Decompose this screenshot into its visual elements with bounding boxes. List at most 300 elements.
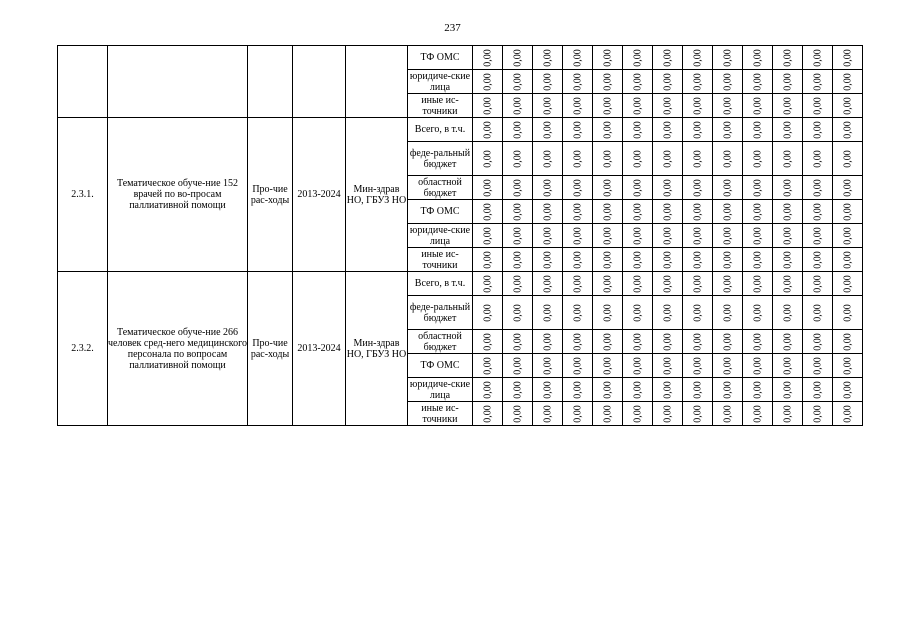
value-cell: [773, 118, 803, 142]
value-text: 0,00: [482, 178, 493, 197]
value-text: 0,00: [482, 120, 493, 139]
funding-source-cell: иные ис-точники: [408, 402, 473, 426]
value-text: 0,00: [812, 96, 823, 115]
value-text: 0,00: [602, 48, 613, 67]
value-text: 0,00: [692, 404, 703, 423]
value-cell: [713, 248, 743, 272]
value-text: 0,00: [632, 120, 643, 139]
value-cell: [563, 354, 593, 378]
value-cell: [683, 46, 713, 70]
value-cell: [833, 330, 863, 354]
value-cell: [533, 402, 563, 426]
value-text: 0,00: [602, 356, 613, 375]
value-text: 0,00: [722, 178, 733, 197]
value-cell: [593, 46, 623, 70]
value-cell: [563, 402, 593, 426]
value-cell: [623, 354, 653, 378]
value-cell: [773, 224, 803, 248]
value-cell: [833, 272, 863, 296]
value-text: 0,00: [542, 356, 553, 375]
value-text: 0,00: [782, 380, 793, 399]
value-cell: [533, 378, 563, 402]
value-text: 0,00: [512, 274, 523, 293]
value-text: 0,00: [482, 380, 493, 399]
value-cell: [563, 296, 593, 330]
value-cell: [593, 378, 623, 402]
table-row: [58, 118, 863, 142]
value-text: 0,00: [782, 202, 793, 221]
value-cell: [773, 248, 803, 272]
value-text: 0,00: [782, 332, 793, 351]
value-text: 0,00: [632, 96, 643, 115]
funding-source-cell: Всего, в т.ч.: [408, 272, 473, 296]
value-cell: [803, 402, 833, 426]
value-cell: [623, 142, 653, 176]
value-text: 0,00: [572, 149, 583, 168]
value-cell: [803, 200, 833, 224]
value-text: 0,00: [722, 274, 733, 293]
value-text: 0,00: [752, 72, 763, 91]
value-text: 0,00: [842, 303, 853, 322]
value-text: 0,00: [512, 226, 523, 245]
value-text: 0,00: [542, 202, 553, 221]
value-cell: [473, 296, 503, 330]
value-cell: [653, 402, 683, 426]
funding-source-cell: иные ис-точники: [408, 94, 473, 118]
value-cell: [503, 142, 533, 176]
value-cell: [503, 402, 533, 426]
value-cell: [563, 142, 593, 176]
value-cell: [803, 94, 833, 118]
number-cell: [58, 46, 108, 118]
value-cell: [503, 224, 533, 248]
page-number: 237: [444, 22, 461, 34]
value-cell: [563, 378, 593, 402]
value-cell: [803, 118, 833, 142]
value-text: 0,00: [542, 404, 553, 423]
value-text: 0,00: [482, 274, 493, 293]
value-text: 0,00: [542, 48, 553, 67]
value-text: 0,00: [542, 178, 553, 197]
value-cell: [593, 200, 623, 224]
value-text: 0,00: [752, 48, 763, 67]
value-text: 0,00: [542, 226, 553, 245]
value-cell: [533, 70, 563, 94]
item-name: Тематическое обуче-ние 266 человек сред-него медицинского персонала по вопросам паллиативной помощи: [108, 272, 248, 426]
value-text: 0,00: [722, 303, 733, 322]
funding-source-cell: Всего, в т.ч.: [408, 118, 473, 142]
value-cell: [533, 142, 563, 176]
value-cell: [683, 248, 713, 272]
value-cell: [713, 378, 743, 402]
value-text: 0,00: [722, 250, 733, 269]
value-text: 0,00: [692, 178, 703, 197]
value-cell: [683, 224, 713, 248]
value-cell: [773, 296, 803, 330]
value-text: 0,00: [752, 250, 763, 269]
value-cell: [833, 378, 863, 402]
value-cell: [803, 378, 833, 402]
value-text: 0,00: [662, 380, 673, 399]
value-text: 0,00: [662, 178, 673, 197]
value-cell: [713, 176, 743, 200]
value-cell: [683, 176, 713, 200]
value-text: 0,00: [752, 120, 763, 139]
value-cell: [533, 330, 563, 354]
value-text: 0,00: [692, 332, 703, 351]
value-text: 0,00: [692, 274, 703, 293]
value-text: 0,00: [782, 250, 793, 269]
value-cell: [623, 176, 653, 200]
value-cell: [473, 272, 503, 296]
value-text: 0,00: [572, 332, 583, 351]
value-cell: [803, 176, 833, 200]
value-cell: [773, 94, 803, 118]
value-text: 0,00: [662, 303, 673, 322]
value-text: 0,00: [632, 274, 643, 293]
value-text: 0,00: [812, 202, 823, 221]
value-text: 0,00: [752, 149, 763, 168]
value-text: 0,00: [752, 303, 763, 322]
value-cell: [533, 224, 563, 248]
value-cell: [593, 248, 623, 272]
value-cell: [773, 176, 803, 200]
value-cell: [713, 296, 743, 330]
value-text: 0,00: [692, 226, 703, 245]
value-text: 0,00: [842, 96, 853, 115]
table-row: [58, 46, 863, 70]
value-cell: [743, 402, 773, 426]
value-text: 0,00: [842, 48, 853, 67]
value-cell: [743, 118, 773, 142]
value-cell: [653, 70, 683, 94]
value-text: 0,00: [722, 120, 733, 139]
value-cell: [593, 296, 623, 330]
value-text: 0,00: [572, 303, 583, 322]
value-cell: [473, 142, 503, 176]
value-text: 0,00: [512, 202, 523, 221]
value-cell: [833, 142, 863, 176]
value-text: 0,00: [812, 149, 823, 168]
value-cell: [683, 70, 713, 94]
value-text: 0,00: [662, 332, 673, 351]
value-cell: [593, 176, 623, 200]
funding-source-cell: ТФ ОМС: [408, 46, 473, 70]
value-text: 0,00: [512, 120, 523, 139]
value-text: 0,00: [632, 202, 643, 221]
table-row: [58, 272, 863, 296]
funding-source-cell: ТФ ОМС: [408, 200, 473, 224]
value-cell: [533, 272, 563, 296]
value-text: 0,00: [602, 274, 613, 293]
value-cell: [803, 272, 833, 296]
value-text: 0,00: [512, 404, 523, 423]
value-cell: [473, 200, 503, 224]
value-text: 0,00: [752, 274, 763, 293]
value-cell: [713, 46, 743, 70]
executor-cell: [346, 46, 408, 118]
funding-source-cell: феде-ральный бюджет: [408, 142, 473, 176]
value-cell: [623, 118, 653, 142]
value-text: 0,00: [512, 96, 523, 115]
value-cell: [473, 402, 503, 426]
value-cell: [803, 248, 833, 272]
value-text: 0,00: [812, 356, 823, 375]
value-text: 0,00: [662, 96, 673, 115]
value-text: 0,00: [572, 250, 583, 269]
value-cell: [713, 354, 743, 378]
value-cell: [803, 70, 833, 94]
value-cell: [623, 378, 653, 402]
value-cell: [743, 378, 773, 402]
value-cell: [503, 272, 533, 296]
value-cell: [713, 330, 743, 354]
value-cell: [713, 142, 743, 176]
value-cell: [623, 402, 653, 426]
value-cell: [773, 354, 803, 378]
value-text: 0,00: [602, 303, 613, 322]
value-cell: [533, 94, 563, 118]
value-text: 0,00: [812, 380, 823, 399]
value-cell: [623, 248, 653, 272]
value-text: 0,00: [692, 149, 703, 168]
value-cell: [473, 70, 503, 94]
value-cell: [473, 354, 503, 378]
value-text: 0,00: [692, 120, 703, 139]
value-cell: [713, 224, 743, 248]
value-cell: [653, 354, 683, 378]
value-text: 0,00: [782, 72, 793, 91]
value-cell: [503, 296, 533, 330]
value-text: 0,00: [812, 72, 823, 91]
value-cell: [593, 224, 623, 248]
period: 2013-2024: [293, 272, 346, 426]
value-cell: [623, 224, 653, 248]
value-cell: [593, 94, 623, 118]
value-cell: [473, 176, 503, 200]
expense-type: Про-чие рас-ходы: [248, 118, 293, 272]
value-text: 0,00: [782, 96, 793, 115]
value-text: 0,00: [662, 404, 673, 423]
value-cell: [833, 354, 863, 378]
value-text: 0,00: [812, 303, 823, 322]
value-text: 0,00: [842, 149, 853, 168]
value-cell: [743, 176, 773, 200]
value-cell: [743, 354, 773, 378]
value-cell: [773, 46, 803, 70]
value-text: 0,00: [842, 72, 853, 91]
value-text: 0,00: [662, 120, 673, 139]
value-text: 0,00: [842, 274, 853, 293]
value-cell: [623, 200, 653, 224]
value-cell: [653, 46, 683, 70]
value-text: 0,00: [782, 274, 793, 293]
value-text: 0,00: [662, 149, 673, 168]
value-cell: [683, 118, 713, 142]
value-cell: [533, 296, 563, 330]
value-cell: [563, 330, 593, 354]
value-cell: [593, 118, 623, 142]
value-cell: [773, 200, 803, 224]
value-cell: [773, 272, 803, 296]
value-cell: [653, 142, 683, 176]
value-cell: [653, 176, 683, 200]
value-text: 0,00: [842, 332, 853, 351]
value-cell: [653, 330, 683, 354]
value-cell: [623, 46, 653, 70]
value-text: 0,00: [572, 274, 583, 293]
budget-table: [57, 45, 863, 426]
value-cell: [503, 354, 533, 378]
funding-source-cell: ТФ ОМС: [408, 354, 473, 378]
item-number: 2.3.1.: [58, 118, 108, 272]
value-text: 0,00: [812, 404, 823, 423]
value-cell: [563, 118, 593, 142]
value-cell: [503, 94, 533, 118]
value-text: 0,00: [782, 178, 793, 197]
value-text: 0,00: [842, 120, 853, 139]
value-cell: [623, 94, 653, 118]
value-text: 0,00: [542, 120, 553, 139]
value-cell: [803, 330, 833, 354]
value-cell: [833, 46, 863, 70]
value-text: 0,00: [662, 48, 673, 67]
value-text: 0,00: [602, 96, 613, 115]
value-text: 0,00: [692, 48, 703, 67]
value-cell: [563, 94, 593, 118]
value-cell: [743, 94, 773, 118]
value-cell: [743, 200, 773, 224]
value-cell: [773, 402, 803, 426]
value-cell: [683, 296, 713, 330]
value-cell: [773, 378, 803, 402]
value-text: 0,00: [842, 226, 853, 245]
executor: Мин-здрав НО, ГБУЗ НО: [346, 118, 408, 272]
value-cell: [653, 118, 683, 142]
value-text: 0,00: [572, 356, 583, 375]
value-text: 0,00: [572, 226, 583, 245]
value-cell: [833, 176, 863, 200]
value-text: 0,00: [662, 356, 673, 375]
value-text: 0,00: [662, 226, 673, 245]
value-cell: [743, 70, 773, 94]
value-text: 0,00: [782, 356, 793, 375]
value-cell: [683, 142, 713, 176]
funding-source-cell: юридиче-ские лица: [408, 70, 473, 94]
value-cell: [473, 224, 503, 248]
value-cell: [833, 224, 863, 248]
value-text: 0,00: [662, 72, 673, 91]
value-cell: [563, 248, 593, 272]
value-text: 0,00: [602, 120, 613, 139]
value-text: 0,00: [812, 250, 823, 269]
value-text: 0,00: [692, 303, 703, 322]
value-text: 0,00: [572, 178, 583, 197]
value-cell: [803, 354, 833, 378]
value-text: 0,00: [482, 96, 493, 115]
value-cell: [503, 118, 533, 142]
value-text: 0,00: [722, 332, 733, 351]
value-text: 0,00: [572, 380, 583, 399]
value-cell: [683, 402, 713, 426]
value-cell: [833, 402, 863, 426]
value-text: 0,00: [512, 380, 523, 399]
value-text: 0,00: [572, 202, 583, 221]
value-text: 0,00: [572, 120, 583, 139]
value-text: 0,00: [512, 178, 523, 197]
value-text: 0,00: [602, 380, 613, 399]
value-text: 0,00: [812, 332, 823, 351]
value-cell: [743, 296, 773, 330]
value-text: 0,00: [542, 303, 553, 322]
value-cell: [683, 272, 713, 296]
funding-source-cell: иные ис-точники: [408, 248, 473, 272]
value-cell: [833, 248, 863, 272]
value-text: 0,00: [632, 250, 643, 269]
value-cell: [653, 94, 683, 118]
value-text: 0,00: [542, 149, 553, 168]
value-text: 0,00: [632, 149, 643, 168]
value-cell: [713, 118, 743, 142]
value-text: 0,00: [782, 48, 793, 67]
value-text: 0,00: [782, 303, 793, 322]
period-cell: [293, 46, 346, 118]
value-cell: [503, 330, 533, 354]
value-cell: [473, 330, 503, 354]
value-cell: [503, 378, 533, 402]
value-text: 0,00: [692, 356, 703, 375]
value-text: 0,00: [722, 48, 733, 67]
value-cell: [473, 46, 503, 70]
value-text: 0,00: [482, 149, 493, 168]
value-cell: [473, 94, 503, 118]
value-cell: [473, 118, 503, 142]
funding-source-cell: юридиче-ские лица: [408, 224, 473, 248]
value-cell: [743, 142, 773, 176]
value-cell: [503, 248, 533, 272]
value-text: 0,00: [482, 48, 493, 67]
item-number: 2.3.2.: [58, 272, 108, 426]
value-cell: [563, 200, 593, 224]
value-text: 0,00: [842, 250, 853, 269]
value-cell: [473, 248, 503, 272]
value-text: 0,00: [572, 404, 583, 423]
value-text: 0,00: [692, 72, 703, 91]
value-text: 0,00: [692, 96, 703, 115]
value-cell: [653, 378, 683, 402]
value-text: 0,00: [512, 356, 523, 375]
value-cell: [593, 354, 623, 378]
value-text: 0,00: [602, 149, 613, 168]
value-text: 0,00: [812, 48, 823, 67]
value-cell: [593, 402, 623, 426]
value-text: 0,00: [512, 303, 523, 322]
value-text: 0,00: [752, 202, 763, 221]
value-text: 0,00: [482, 404, 493, 423]
value-text: 0,00: [752, 96, 763, 115]
value-text: 0,00: [782, 404, 793, 423]
value-text: 0,00: [482, 303, 493, 322]
value-text: 0,00: [752, 178, 763, 197]
value-text: 0,00: [572, 48, 583, 67]
value-cell: [533, 118, 563, 142]
value-cell: [563, 46, 593, 70]
value-text: 0,00: [632, 303, 643, 322]
value-text: 0,00: [542, 332, 553, 351]
value-cell: [683, 378, 713, 402]
value-text: 0,00: [722, 356, 733, 375]
value-cell: [653, 248, 683, 272]
